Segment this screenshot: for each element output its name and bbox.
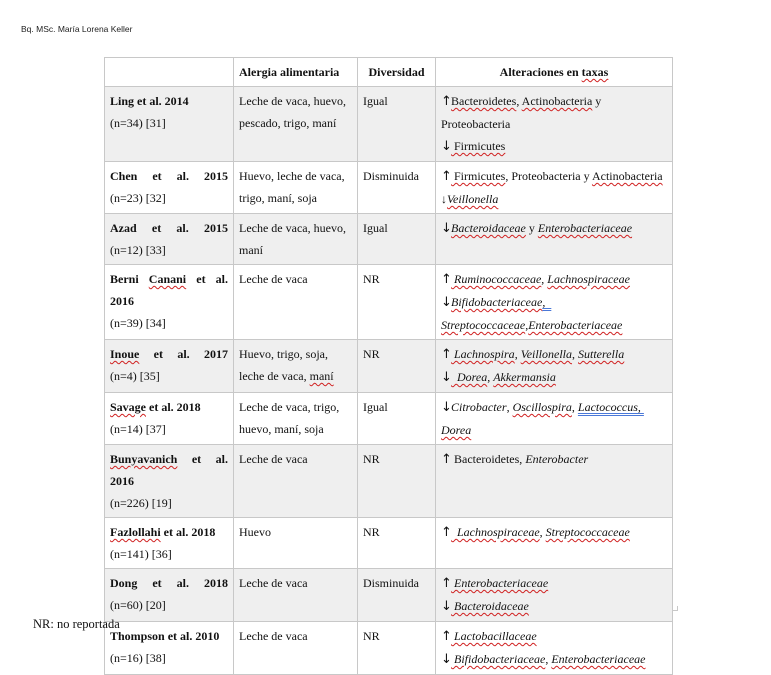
study-sample-ref: (n=12) [33] xyxy=(110,243,166,257)
cell-allergy: Huevo, leche de vaca, trigo, maní, soja xyxy=(234,162,358,214)
taxon-text: , Proteobacteria y xyxy=(505,169,592,183)
taxon-text: , xyxy=(516,94,522,108)
arrow-down-icon: ↓ xyxy=(441,400,452,415)
taxon-text: Bacteroidaceae xyxy=(451,221,526,235)
study-name: Dong et al. 2018 xyxy=(110,576,228,590)
taxon-text: , xyxy=(506,400,513,414)
spellcheck-word: Fazlollahi xyxy=(110,525,161,539)
cell-diversity: NR xyxy=(358,340,436,393)
arrow-down-icon: ↓ xyxy=(441,652,452,667)
taxon-text: Bacteroidetes xyxy=(451,94,517,108)
arrow-up-icon: ↑ xyxy=(441,629,452,644)
taxon-text: Enterobacteriaceae xyxy=(528,318,623,332)
arrow-down-icon: ↓ xyxy=(441,221,452,236)
cell-allergy: Leche de vaca xyxy=(234,569,358,622)
alteration-line xyxy=(441,396,667,419)
header-allergy: Alergia alimentaria xyxy=(234,58,358,87)
taxon-text: Oscillospira xyxy=(512,400,572,414)
cell-study xyxy=(105,569,234,622)
table-row xyxy=(105,518,673,569)
spellcheck-word: taxas xyxy=(581,65,609,79)
table-row xyxy=(105,445,673,518)
taxon-text: Lactobacillaceae xyxy=(451,629,537,643)
study-name: Chen et al. 2015 xyxy=(110,169,228,183)
study-sample-ref: (n=34) [31] xyxy=(110,116,166,130)
arrow-up-icon: ↑ xyxy=(441,94,452,109)
taxon-text: Citrobacter xyxy=(451,400,507,414)
footnote: NR: no reportada xyxy=(33,617,120,631)
cell-diversity: NR xyxy=(358,265,436,340)
study-sample-ref: (n=39) [34] xyxy=(110,316,166,330)
alteration-line xyxy=(441,648,667,671)
study-sample-ref: (n=226) [19] xyxy=(110,496,172,510)
study-name: Thompson et al. 2010 xyxy=(110,629,220,643)
taxon-text: Sutterella xyxy=(578,347,625,361)
taxon-text: ↓ xyxy=(441,169,669,206)
taxon-text: Enterobacter xyxy=(525,452,589,466)
cell-study xyxy=(105,340,234,393)
table-row xyxy=(105,162,673,214)
cell-allergy: Leche de vaca, huevo, pescado, trigo, maní xyxy=(234,87,358,162)
taxon-text: Bifidobacteriaceae xyxy=(451,295,543,309)
alteration-line xyxy=(441,217,667,240)
taxon-text: , xyxy=(539,525,546,539)
table-row xyxy=(105,265,673,340)
alteration-line xyxy=(441,625,667,648)
taxon-text: Firmicutes xyxy=(451,139,506,153)
cell-alterations xyxy=(436,518,673,569)
table-row xyxy=(105,340,673,393)
cell-diversity: Disminuida xyxy=(358,162,436,214)
taxon-text: Lachnospiraceae xyxy=(547,272,630,286)
alteration-line xyxy=(441,343,667,366)
alteration-line xyxy=(441,291,667,314)
alteration-line xyxy=(441,419,667,441)
microbiota-allergy-table xyxy=(104,57,673,675)
taxon-text: , xyxy=(572,347,579,361)
cell-diversity: Igual xyxy=(358,214,436,265)
alteration-line xyxy=(441,521,667,544)
study-name: Berni Canani et al. 2016 xyxy=(110,272,229,308)
cell-diversity: NR xyxy=(358,518,436,569)
spellcheck-word: Savage xyxy=(110,400,146,414)
taxon-text: Enterobacteriaceae xyxy=(537,221,633,235)
taxon-text: , xyxy=(571,400,578,414)
alteration-line xyxy=(441,366,667,389)
table-row xyxy=(105,214,673,265)
alteration-line xyxy=(441,268,667,291)
study-sample-ref: (n=141) [36] xyxy=(110,547,172,561)
cell-study xyxy=(105,162,234,214)
arrow-up-icon: ↑ xyxy=(441,169,452,184)
arrow-down-icon: ↓ xyxy=(441,295,452,310)
cell-study xyxy=(105,265,234,340)
alteration-line xyxy=(441,314,667,336)
taxon-text: Enterobacteriaceae xyxy=(451,576,549,590)
study-name: Ling et al. 2014 xyxy=(110,94,189,108)
alteration-line xyxy=(441,135,667,158)
cell-alterations xyxy=(436,622,673,675)
cell-allergy: Leche de vaca xyxy=(234,265,358,340)
taxon-text: Lactococcus, xyxy=(577,400,644,414)
header-diversity: Diversidad xyxy=(358,58,436,87)
cell-alterations xyxy=(436,445,673,518)
taxon-text: Ruminococcaceae xyxy=(451,272,542,286)
cell-allergy: Leche de vaca xyxy=(234,622,358,675)
alteration-line xyxy=(441,595,667,618)
taxon-text: Firmicutes xyxy=(451,169,506,183)
taxon-text: , xyxy=(487,370,494,384)
taxon-text: , xyxy=(525,318,529,332)
page-header-author: Bq. MSc. María Lorena Keller xyxy=(21,24,133,34)
header-study xyxy=(105,58,234,87)
taxon-text: Veillonella xyxy=(447,192,499,206)
cell-study xyxy=(105,622,234,675)
cell-allergy: Huevo, trigo, soja, leche de vaca, maní xyxy=(234,340,358,393)
study-sample-ref: (n=23) [32] xyxy=(110,191,166,205)
alteration-line xyxy=(441,90,667,135)
cell-allergy: Huevo xyxy=(234,518,358,569)
taxon-text: Lachnospiraceae xyxy=(451,525,540,539)
taxon-text: Bifidobacteriaceae xyxy=(451,652,546,666)
taxon-text: , xyxy=(541,272,548,286)
arrow-up-icon: ↑ xyxy=(441,452,452,467)
study-name: Fazlollahi et al. 2018 xyxy=(110,525,216,539)
cell-allergy: Leche de vaca, trigo, huevo, maní, soja xyxy=(234,393,358,445)
cell-alterations xyxy=(436,87,673,162)
taxon-text: Dorea xyxy=(451,370,488,384)
study-name: Inoue et al. 2017 xyxy=(110,347,228,361)
taxon-text: Bacteroidaceae xyxy=(451,599,529,613)
taxon-text: , xyxy=(514,347,521,361)
header-alterations xyxy=(436,58,673,87)
taxon-text: Lachnospira xyxy=(451,347,515,361)
table-row xyxy=(105,569,673,622)
cell-alterations xyxy=(436,265,673,340)
cell-diversity: NR xyxy=(358,622,436,675)
arrow-up-icon: ↑ xyxy=(441,576,452,591)
table-header-row xyxy=(105,58,673,87)
study-name: Bunyavanich et al. 2016 xyxy=(110,452,228,488)
alteration-line xyxy=(441,165,667,210)
study-sample-ref: (n=14) [37] xyxy=(110,422,166,436)
cell-allergy: Leche de vaca xyxy=(234,445,358,518)
cell-alterations xyxy=(436,569,673,622)
arrow-up-icon: ↑ xyxy=(441,347,452,362)
taxon-text: Streptococcaceae xyxy=(545,525,630,539)
arrow-down-icon: ↓ xyxy=(441,139,452,154)
header-alterations-label: Alteraciones en taxas xyxy=(499,65,609,79)
table-corner-mark xyxy=(673,606,678,611)
arrow-down-icon: ↓ xyxy=(441,599,452,614)
study-sample-ref: (n=16) [38] xyxy=(110,651,166,665)
cell-study xyxy=(105,518,234,569)
table-row xyxy=(105,622,673,675)
taxon-text: Actinobacteria xyxy=(591,169,663,183)
taxon-text: , xyxy=(545,652,552,666)
cell-diversity: Igual xyxy=(358,87,436,162)
spellcheck-word: Inoue xyxy=(110,347,140,361)
spellcheck-word: Canani xyxy=(148,272,187,286)
taxon-text: Actinobacteria xyxy=(521,94,593,108)
arrow-down-icon: ↓ xyxy=(441,370,452,385)
cell-diversity: Igual xyxy=(358,393,436,445)
cell-allergy: Leche de vaca, huevo, maní xyxy=(234,214,358,265)
study-sample-ref: (n=4) [35] xyxy=(110,369,160,383)
cell-alterations xyxy=(436,214,673,265)
cell-study xyxy=(105,87,234,162)
taxon-text: y xyxy=(525,221,538,235)
taxon-text: y Proteobacteria xyxy=(441,94,605,131)
taxon-text: , xyxy=(542,295,552,309)
cell-study xyxy=(105,393,234,445)
study-name: Azad et al. 2015 xyxy=(110,221,228,235)
cell-alterations xyxy=(436,340,673,393)
taxon-text: Dorea xyxy=(441,423,472,437)
taxon-text: Streptococcaceae xyxy=(441,318,526,332)
cell-study xyxy=(105,445,234,518)
study-name: Savage et al. 2018 xyxy=(110,400,201,414)
taxon-text: Veillonella xyxy=(520,347,573,361)
arrow-up-icon: ↑ xyxy=(441,525,452,540)
alteration-line xyxy=(441,572,667,595)
cell-study xyxy=(105,214,234,265)
taxon-text: Bacteroidetes, xyxy=(451,452,526,466)
spellcheck-word: maní xyxy=(309,369,334,383)
spellcheck-word: Bunyavanich xyxy=(110,452,178,466)
cell-diversity: NR xyxy=(358,445,436,518)
taxon-text: Akkermansia xyxy=(493,370,556,384)
cell-alterations xyxy=(436,393,673,445)
study-sample-ref: (n=60) [20] xyxy=(110,598,166,612)
table-row xyxy=(105,393,673,445)
taxon-text: Enterobacteriaceae xyxy=(551,652,646,666)
cell-diversity: Disminuida xyxy=(358,569,436,622)
arrow-up-icon: ↑ xyxy=(441,272,452,287)
alteration-line xyxy=(441,448,667,471)
table-row xyxy=(105,87,673,162)
cell-alterations xyxy=(436,162,673,214)
